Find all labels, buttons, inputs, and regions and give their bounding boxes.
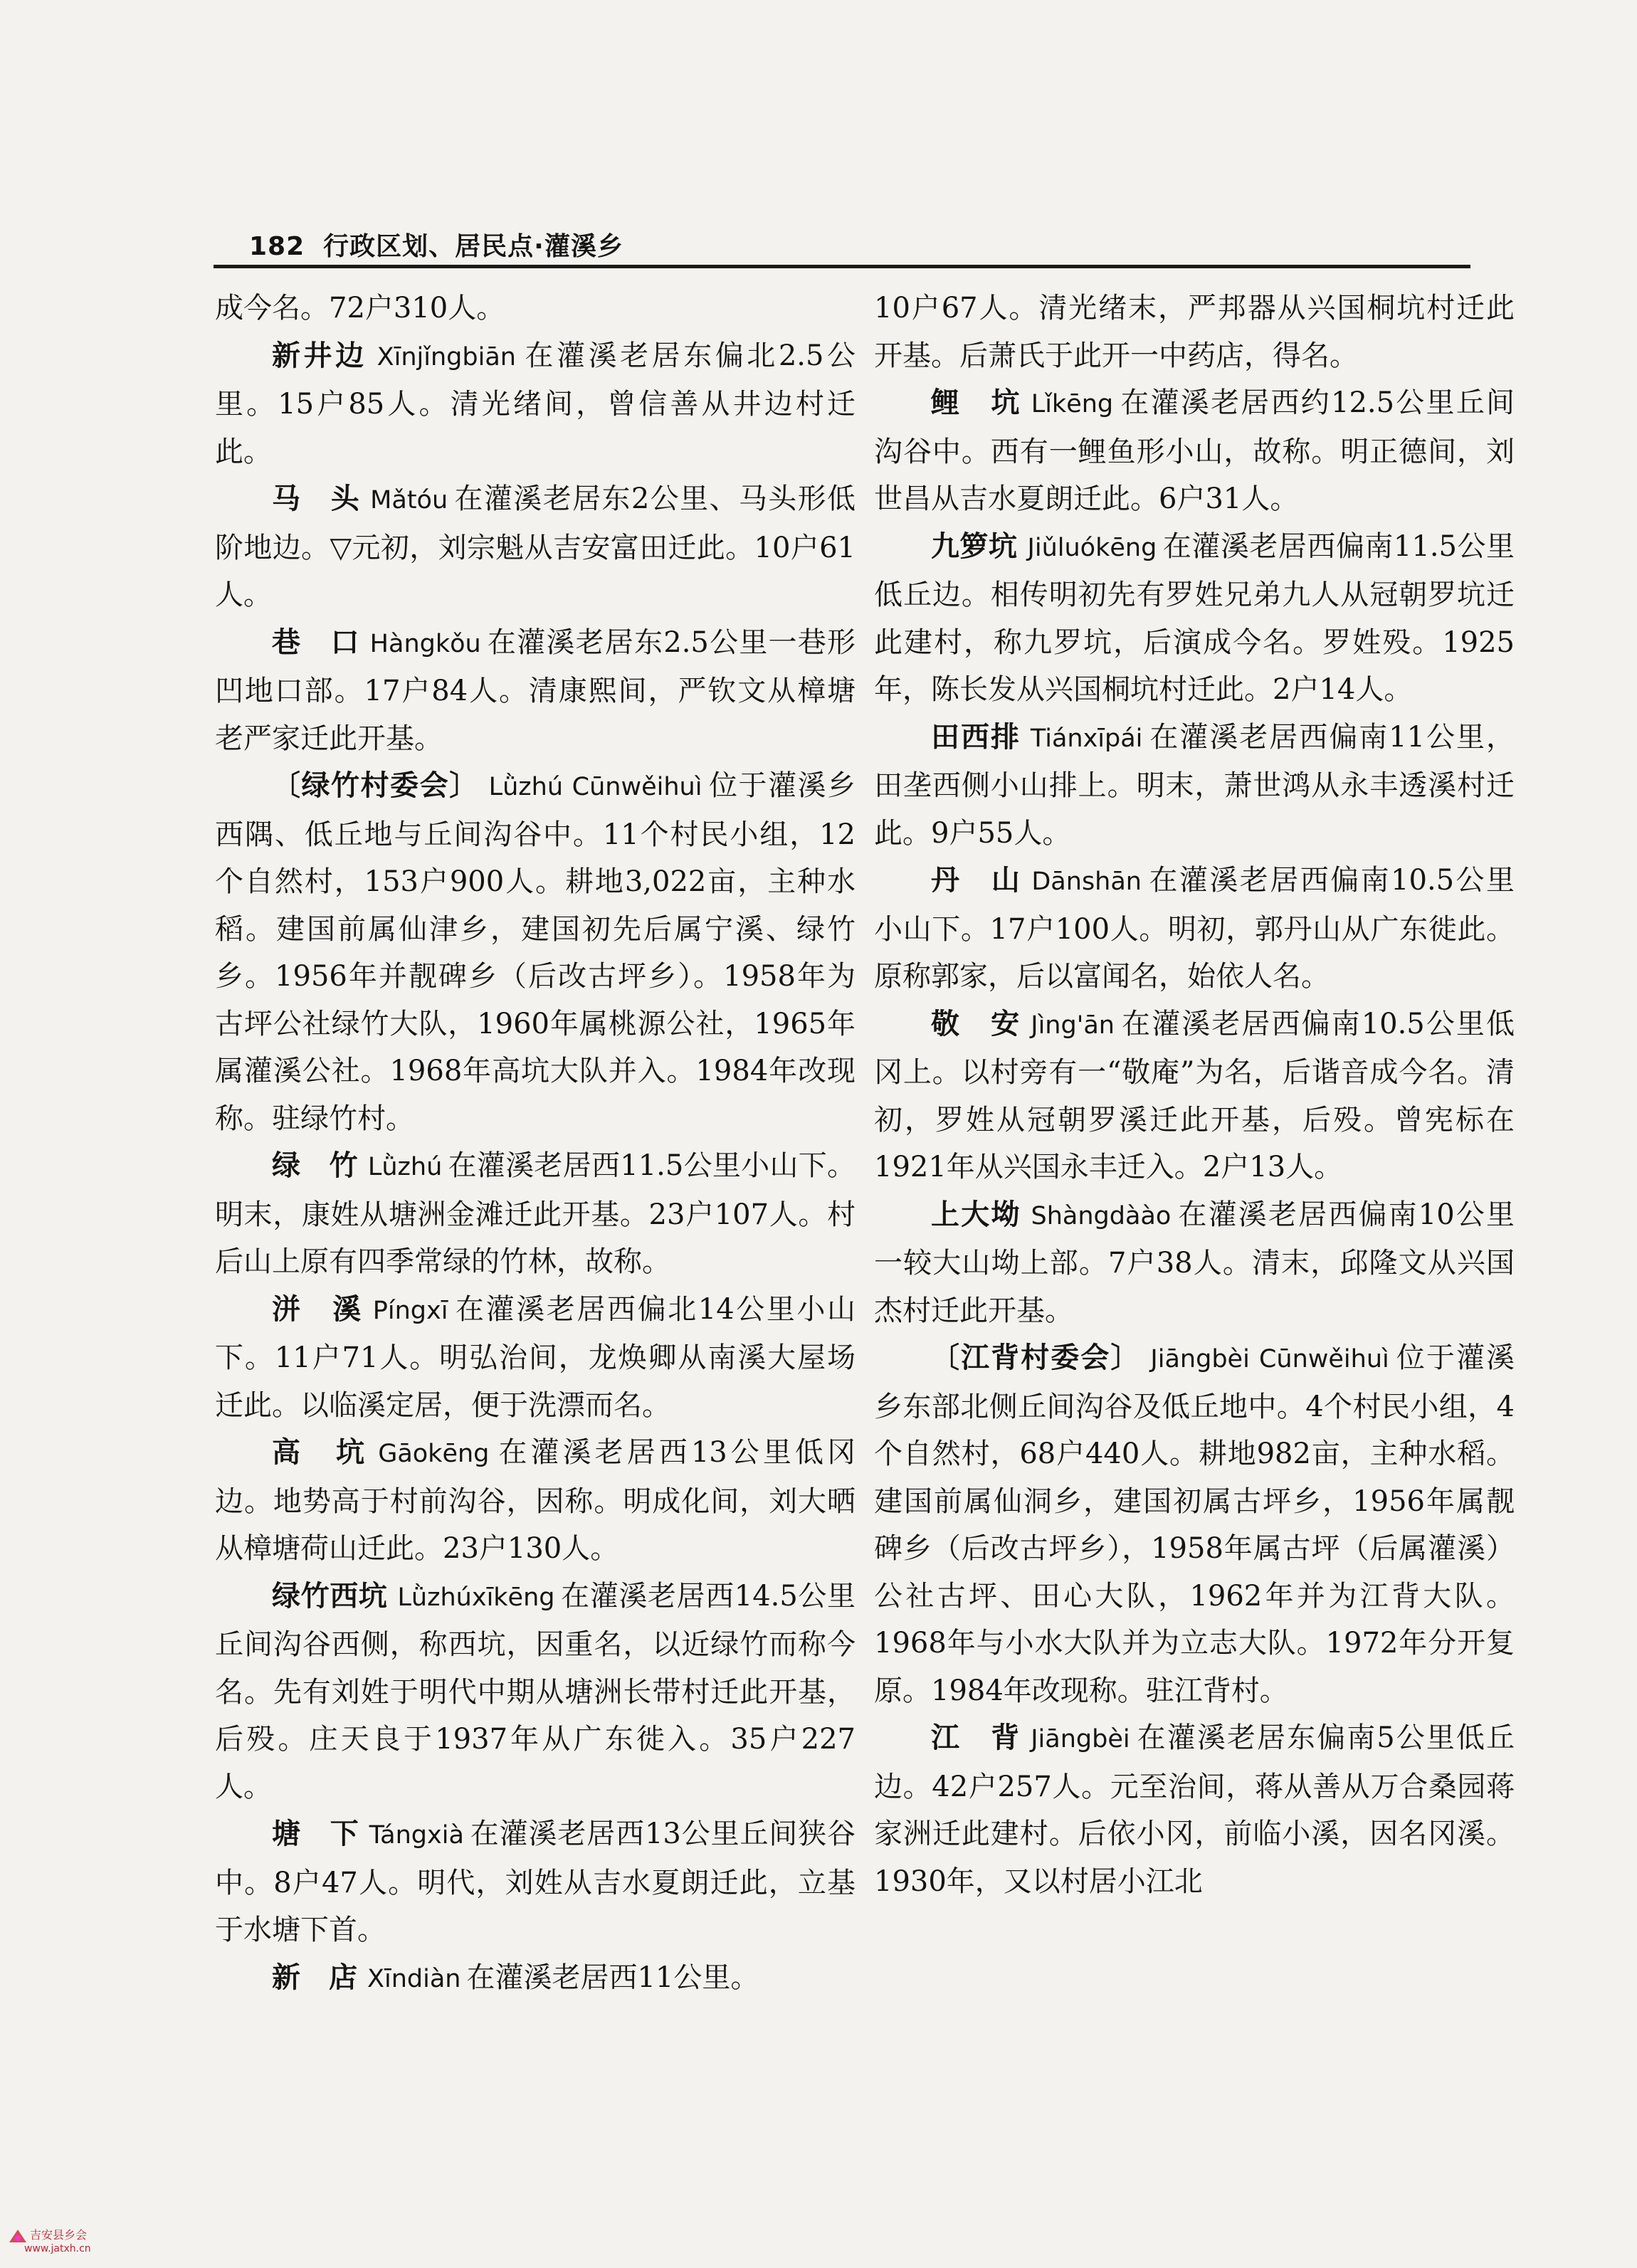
entry-text: 在灌溪老居西偏南11.5公里低丘边。相传明初先有罗姓兄弟九人从冠朝罗坑迁此建村，称九罗坑，后演成今名。罗姓殁。1925年，陈长发从兴国桐坑村迁此。2户14人。 — [874, 529, 1515, 706]
entry-text: 位于灌溪乡西隅、低丘地与丘间沟谷中。11个村民小组，12个自然村，153户900人。耕地3,022亩，主种水稻。建国前属仙津乡，建国初先后属宁溪、绿竹乡。1956年并靓碑乡（后改古坪乡）。1958年为古坪公社绿竹大队，1960年属桃源公社，1965年属灌溪公社。1968年高坑大队并入。1984年改现称。驻绿竹村。 — [215, 769, 856, 1135]
gazetteer-entry — [215, 1573, 856, 1811]
seal-icon — [9, 2229, 27, 2243]
header-rule — [214, 265, 1470, 268]
gazetteer-entry — [874, 379, 1515, 523]
gazetteer-entry — [874, 1191, 1515, 1335]
entry-pinyin: Lǐkēng — [1031, 390, 1114, 418]
left-column — [215, 285, 856, 2171]
entry-name: 巷 口 — [272, 626, 360, 659]
watermark-url: www.jatxh.cn — [24, 2242, 91, 2254]
entry-name: 洴 溪 — [272, 1292, 363, 1326]
entry-name: 田西排 — [931, 720, 1021, 754]
right-column — [874, 285, 1515, 2171]
gazetteer-entry — [215, 1142, 856, 1286]
gazetteer-entry — [215, 1810, 856, 1954]
gazetteer-entry — [215, 1286, 856, 1430]
entry-text: 在灌溪老居西11.5公里小山下。明末，康姓从塘洲金滩迁此开基。23户107人。村后山上原有四季常绿的竹林，故称。 — [215, 1149, 856, 1278]
site-watermark — [9, 2226, 91, 2254]
entry-pinyin: Píngxī — [372, 1296, 448, 1325]
entry-name: 高 坑 — [272, 1436, 369, 1469]
entry-text: 在灌溪老居西偏南10.5公里低冈上。以村旁有一“敬庵”为名，后谐音成今名。清初，罗姓从冠朝罗溪迁此开基，后殁。曾宪标在1921年从兴国永丰迁入。2户13人。 — [874, 1007, 1515, 1183]
entry-text: 在灌溪老居东偏南5公里低丘边。42户257人。元至治间，蒋从善从万合桑园蒋家洲迁此建村。后依小冈，前临小溪，因名冈溪。1930年，又以村居小江北 — [874, 1721, 1515, 1898]
entry-text: 在灌溪老居西约12.5公里丘间沟谷中。西有一鲤鱼形小山，故称。明正德间，刘世昌从吉水夏朗迁此。6户31人。 — [874, 386, 1515, 515]
gazetteer-entry — [215, 285, 856, 332]
entry-name: 上大坳 — [931, 1198, 1021, 1231]
entry-name: 丹 山 — [931, 864, 1022, 897]
gazetteer-entry — [215, 1954, 856, 2003]
entry-pinyin: Tángxià — [369, 1821, 464, 1850]
entry-name: 〔江背村委会〕 — [931, 1341, 1141, 1374]
entry-name: 新井边 — [272, 339, 367, 372]
entry-name: 鲤 坑 — [931, 386, 1021, 419]
running-header — [249, 226, 623, 263]
entry-text: 位于灌溪乡东部北侧丘间沟谷及低丘地中。4个村民小组，4个自然村，68户440人。耕地982亩，主种水稻。建国前属仙洞乡，建国初属古坪乡，1956年属靓碑乡（后改古坪乡），1958年属古坪（后属灌溪）公社古坪、田心大队，1962年并为江背大队。1968年与小水大队并为立志大队。1972年分开复原。1984年改现称。驻江背村。 — [874, 1341, 1515, 1707]
entry-text: 在灌溪老居西偏南11公里，田垄西侧小山排上。明末，萧世鸿从永丰透溪村迁此。9户55人。 — [874, 720, 1515, 850]
gazetteer-entry — [874, 714, 1515, 858]
entry-text: 10户67人。清光绪末，严邦器从兴国桐坑村迁此开基。后萧氏于此开一中药店，得名。 — [874, 292, 1515, 372]
gazetteer-entry — [874, 1334, 1515, 1714]
gazetteer-entry — [874, 1001, 1515, 1191]
entry-name: 绿竹西坑 — [272, 1579, 388, 1613]
entry-text: 在灌溪老居西13公里低冈边。地势高于村前沟谷，因称。明成化间，刘大晒从樟塘荷山迁此。23户130人。 — [215, 1436, 856, 1565]
watermark-text: 吉安县乡会 — [30, 2228, 88, 2242]
gazetteer-entry — [215, 619, 856, 763]
entry-text: 成今名。72户310人。 — [215, 292, 505, 325]
entry-text: 在灌溪老居西偏南10公里一较大山坳上部。7户38人。清末，邱隆文从兴国杰村迁此开基。 — [874, 1198, 1515, 1327]
gazetteer-entry — [874, 1714, 1515, 1905]
entry-text: 在灌溪老居西偏北14公里小山下。11户71人。明弘治间，龙焕卿从南溪大屋场迁此。以临溪定居，便于洗漂而名。 — [215, 1292, 856, 1422]
entry-pinyin: Jìng'ān — [1031, 1011, 1115, 1040]
entry-name: 马 头 — [272, 482, 361, 515]
entry-name: 九箩坑 — [931, 529, 1018, 563]
entry-name: 绿 竹 — [272, 1149, 358, 1182]
entry-pinyin: Lǜzhú Cūnwěihuì — [488, 773, 702, 801]
entry-pinyin: Xīnjǐngbiān — [377, 342, 516, 371]
gazetteer-entry — [215, 1429, 856, 1573]
running-title: 行政区划、居民点·灌溪乡 — [323, 232, 623, 261]
entry-text: 在灌溪老居西11公里。 — [466, 1961, 759, 1994]
entry-pinyin: Dānshān — [1031, 867, 1142, 896]
gazetteer-entry — [874, 523, 1515, 714]
entry-name: 江 背 — [931, 1721, 1021, 1754]
entry-text: 在灌溪老居西偏南10.5公里小山下。17户100人。明初，郭丹山从广东徙此。原称郭家，后以富闻名，始依人名。 — [874, 864, 1515, 993]
entry-pinyin: Hàngkǒu — [369, 629, 481, 658]
entry-name: 塘 下 — [272, 1818, 359, 1850]
entry-pinyin: Gāokēng — [378, 1440, 490, 1468]
gazetteer-entry — [215, 332, 856, 476]
gazetteer-entry — [874, 857, 1515, 1001]
entry-text: 在灌溪老居西14.5公里丘间沟谷西侧，称西坑，因重名，以近绿竹而称今名。先有刘姓于明代中期从塘洲长带村迁此开基，后殁。庄天良于1937年从广东徙入。35户227人。 — [215, 1579, 856, 1803]
gazetteer-entry — [874, 285, 1515, 379]
entry-pinyin: Jiǔluókēng — [1027, 533, 1157, 562]
entry-pinyin: Jiāngbèi Cūnwěihuì — [1150, 1345, 1389, 1373]
entry-text: 在灌溪老居东2公里、马头形低阶地边。▽元初，刘宗魁从吉安富田迁此。10户61人。 — [215, 482, 856, 611]
page-number: 182 — [249, 232, 305, 261]
entry-name: 敬 安 — [931, 1007, 1021, 1040]
entry-pinyin: Mǎtóu — [370, 486, 448, 515]
entry-name: 〔绿竹村委会〕 — [272, 769, 479, 802]
entry-pinyin: Tiánxīpái — [1030, 724, 1143, 753]
entry-pinyin: Xīndiàn — [367, 1964, 461, 1993]
entry-pinyin: Lǜzhúxīkēng — [397, 1583, 555, 1612]
entry-text: 在灌溪老居东偏北2.5公里。15户85人。清光绪间，曾信善从井边村迁此。 — [215, 339, 856, 468]
entry-pinyin: Jiāngbèi — [1031, 1725, 1130, 1753]
entry-text: 在灌溪老居西13公里丘间狭谷中。8户47人。明代，刘姓从吉水夏朗迁此，立基于水塘下首。 — [215, 1818, 856, 1946]
gazetteer-entry — [215, 475, 856, 619]
entry-text: 在灌溪老居东2.5公里一巷形凹地口部。17户84人。清康熙间，严钦文从樟塘老严家迁此开基。 — [215, 626, 856, 755]
entry-pinyin: Shàngdàào — [1031, 1201, 1172, 1230]
entry-name: 新 店 — [272, 1961, 357, 1994]
entry-pinyin: Lǜzhú — [367, 1153, 443, 1181]
gazetteer-entry — [215, 762, 856, 1142]
